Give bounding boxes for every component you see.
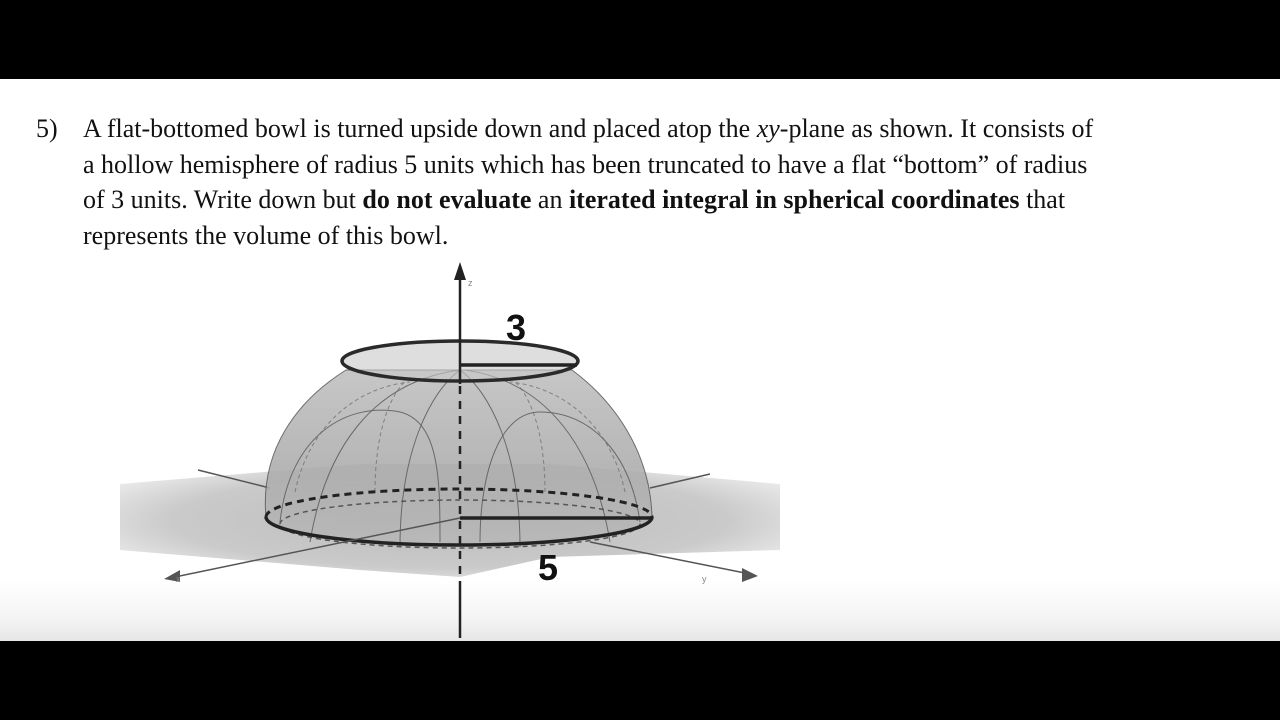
- problem-line-1: [83, 111, 1223, 147]
- letterbox-top: [0, 0, 1280, 79]
- label-top-radius: 3: [506, 307, 527, 348]
- text-run-italic: xy: [756, 114, 780, 143]
- label-y-axis: y: [702, 574, 707, 584]
- label-z-axis: z: [468, 278, 473, 288]
- problem-statement: [83, 111, 1223, 253]
- text-run: A flat-bottomed bowl is turned upside down and placed atop the: [83, 114, 757, 143]
- y-axis-arrow: [742, 568, 758, 582]
- text-run: a hollow hemisphere of radius 5 units which has been truncated to have a flat “bottom” of radius: [83, 149, 1088, 179]
- problem-line-2: [83, 147, 1223, 183]
- bowl-figure: [110, 252, 790, 642]
- label-x-axis: x: [176, 574, 181, 584]
- text-run: of 3 units. Write down but: [83, 185, 363, 214]
- problem-line-4: [83, 218, 1223, 254]
- problem-number: 5): [36, 114, 58, 143]
- z-axis-arrow: [454, 262, 466, 280]
- label-base-radius: 5: [538, 547, 559, 588]
- text-run-bold: iterated integral in spherical coordinates: [568, 185, 1020, 214]
- text-run: -plane as shown. It consists of: [779, 114, 1094, 143]
- letterbox-bottom: [0, 641, 1280, 720]
- text-run-bold: do not evaluate: [362, 185, 532, 214]
- text-run: an: [531, 185, 569, 214]
- text-run: represents the volume of this bowl.: [83, 220, 449, 250]
- problem-line-3: [83, 182, 1223, 218]
- text-run: that: [1019, 185, 1066, 214]
